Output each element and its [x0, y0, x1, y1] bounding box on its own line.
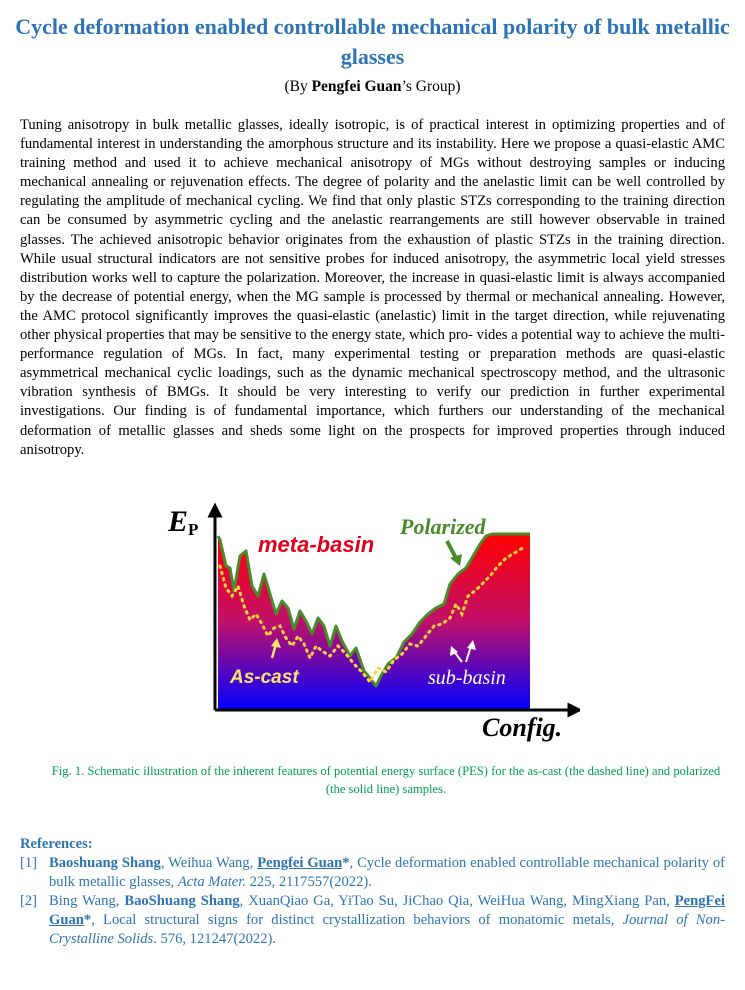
byline-suffix: ’s Group): [401, 78, 461, 95]
reference-authors: , Weihua Wang,: [160, 855, 258, 871]
x-axis-label: Config.: [482, 713, 563, 742]
reference-title: , Local structural signs for distinct crystallization behaviors of monatomic metals,: [91, 912, 623, 928]
reference-title: , Cycle deformation enabled controllable mechanical polarity of bulk metallic glasses,: [49, 855, 725, 890]
byline: [0, 78, 745, 96]
reference-first-author: BaoShuang Shang: [124, 893, 240, 909]
abstract: Tuning anisotropy in bulk metallic glasses, ideally isotropic, is of practical interest in optimizing properties and of fundamental interest in understanding the amorphous structure and its instability. Here we propose a quasi-elastic AMC training method and used it to achieve mechanical anisotropy of MGs without destroying samples or inducing mechanical annealing or rejuvenation effects. The degree of polarity and the anelastic limit can be well controlled by regulating the amplitude of mechanical cycling. We find that only plastic STZs corresponding to the training direction can be consumed by asymmetric cycling and the anelastic rearrangements are still however observable in trained glasses. The achieved anisotropic behavior originates from the exhaustion of plastic STZs in the training direction. While usual structural indicators are not sensitive probes for induced anisotropy, the asymmetric local yield stresses distribution works well to capture the polarization. Moreover, the increase in quasi-elastic limit is always accompanied by the decrease of potential energy, when the MG sample is processed by thermal or mechanical annealing. However, the AMC protocol significantly improves the quasi-elastic (anelastic) limit in the target direction, while rejuvenating other physical properties that may be sensitive to the energy state, which pro- vides a potential way to achieve the multi-performance regulation of MGs. In fact, many experimental testing or preparation methods are quasi-elastic asymmetrical mechanical cyclic loadings, such as the dynamic mechanical spectroscopy method, and the ultrasonic vibration synthesis of BMGs. It should be very interesting to verify our prediction in further experimental investigations. Our finding is of fundamental importance, which furthers our understanding of the mechanical deformation of metallic glasses and sheds some light on the prospects for improved properties through induced anisotropy.: [20, 117, 725, 458]
reference-corresponding-author[interactable]: Pengfei Guan: [257, 855, 343, 871]
reference-details: 225, 2117557(2022).: [245, 874, 372, 890]
reference-item: [20, 854, 725, 892]
reference-first-author: Baoshuang Shang: [49, 855, 161, 871]
subbasin-label: sub-basin: [428, 667, 506, 689]
byline-prefix: (By: [284, 78, 312, 95]
reference-lead-author: Bing Wang,: [49, 893, 125, 909]
references-heading: References:: [20, 836, 93, 852]
reference-item: [20, 892, 725, 949]
reference-details: . 576, 121247(2022).: [153, 931, 277, 947]
reference-star: *: [342, 855, 350, 871]
references: [20, 835, 725, 949]
reference-journal: Acta Mater.: [177, 874, 246, 890]
polarized-label: Polarized: [400, 514, 486, 539]
pes-figure: [160, 496, 580, 756]
byline-author: Pengfei Guan: [311, 78, 402, 95]
figure-caption: Fig. 1. Schematic illustration of the inherent features of potential energy surface (PES) for the as-cast (the dashed line) and polarized (the solid line) samples.: [51, 764, 721, 796]
reference-number: [2]: [20, 893, 38, 909]
reference-number: [1]: [20, 855, 38, 871]
paper-title: Cycle deformation enabled controllable mechanical polarity of bulk metallic glasses: [15, 14, 730, 69]
y-axis-label-main: E: [168, 505, 189, 538]
y-axis-label: [167, 505, 198, 539]
reference-body: [49, 892, 725, 949]
reference-corresponding-author[interactable]: PengFei Guan: [49, 893, 725, 928]
reference-authors: , XuanQiao Ga, YiTao Su, JiChao Qia, WeiHua Wang, MingXiang Pan,: [239, 893, 675, 909]
reference-star: *: [83, 912, 92, 928]
ascast-label: As-cast: [230, 667, 299, 688]
y-axis-label-sub: P: [188, 520, 199, 539]
meta-basin-label: meta-basin: [258, 532, 375, 557]
reference-body: [49, 854, 725, 892]
reference-journal: Journal of Non-Crystalline Solids: [49, 912, 725, 947]
